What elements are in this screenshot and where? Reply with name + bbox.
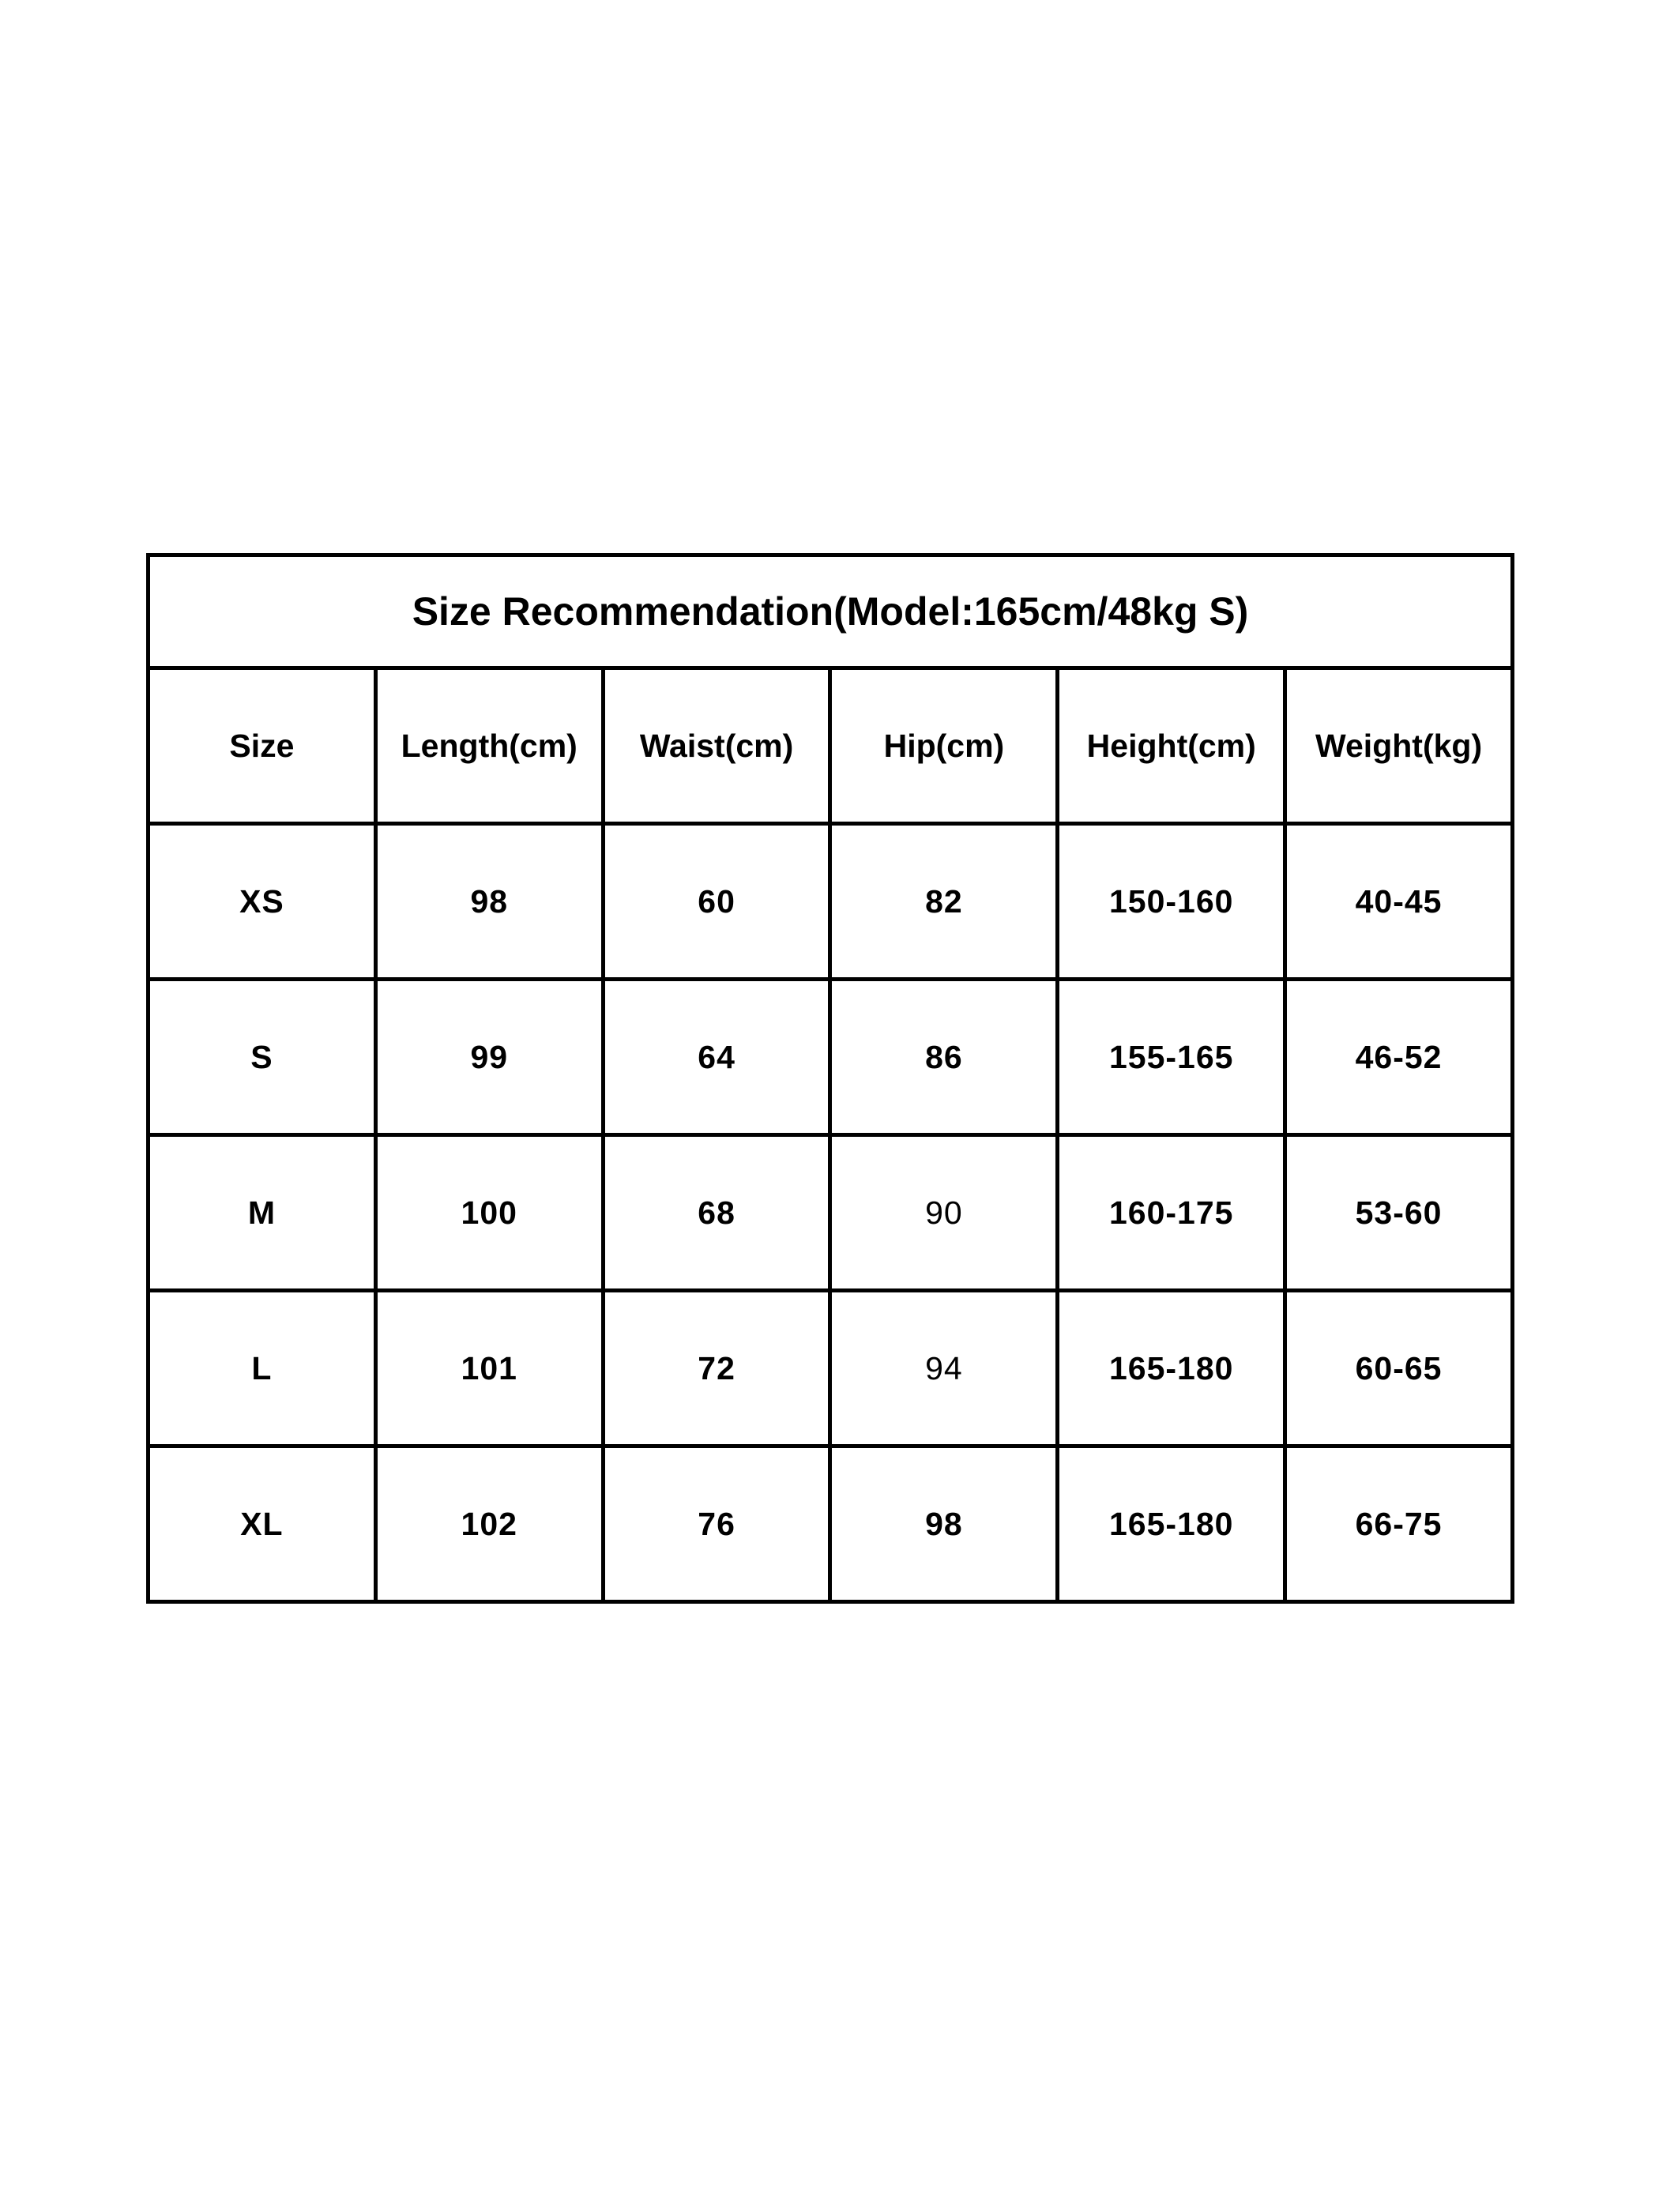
table-row [149,1135,1513,1291]
cell-hip: 94 [830,1291,1058,1446]
column-header-weight: Weight(kg) [1285,668,1513,824]
cell-size: L [149,1291,376,1446]
table-title: Size Recommendation(Model:165cm/48kg S) [149,555,1513,668]
cell-waist: 68 [603,1135,830,1291]
cell-weight: 46-52 [1285,980,1513,1135]
cell-weight: 60-65 [1285,1291,1513,1446]
column-header-waist: Waist(cm) [603,668,830,824]
cell-length: 101 [375,1291,603,1446]
cell-height: 155-165 [1058,980,1285,1135]
table-row [149,1446,1513,1602]
cell-length: 98 [375,824,603,980]
cell-weight: 53-60 [1285,1135,1513,1291]
cell-hip: 82 [830,824,1058,980]
cell-weight: 66-75 [1285,1446,1513,1602]
column-header-height: Height(cm) [1058,668,1285,824]
cell-waist: 60 [603,824,830,980]
cell-hip: 86 [830,980,1058,1135]
cell-length: 102 [375,1446,603,1602]
cell-waist: 64 [603,980,830,1135]
table-row [149,1291,1513,1446]
cell-hip: 98 [830,1446,1058,1602]
cell-waist: 76 [603,1446,830,1602]
cell-size: XL [149,1446,376,1602]
cell-waist: 72 [603,1291,830,1446]
cell-length: 100 [375,1135,603,1291]
cell-hip: 90 [830,1135,1058,1291]
cell-height: 165-180 [1058,1446,1285,1602]
cell-weight: 40-45 [1285,824,1513,980]
table-row [149,980,1513,1135]
cell-size: XS [149,824,376,980]
cell-size: M [149,1135,376,1291]
column-header-hip: Hip(cm) [830,668,1058,824]
table-row [149,824,1513,980]
column-header-size: Size [149,668,376,824]
table-title-row [149,555,1513,668]
column-header-length: Length(cm) [375,668,603,824]
table-header-row [149,668,1513,824]
cell-height: 160-175 [1058,1135,1285,1291]
cell-height: 165-180 [1058,1291,1285,1446]
cell-height: 150-160 [1058,824,1285,980]
size-chart-table [146,553,1514,1604]
cell-size: S [149,980,376,1135]
cell-length: 99 [375,980,603,1135]
